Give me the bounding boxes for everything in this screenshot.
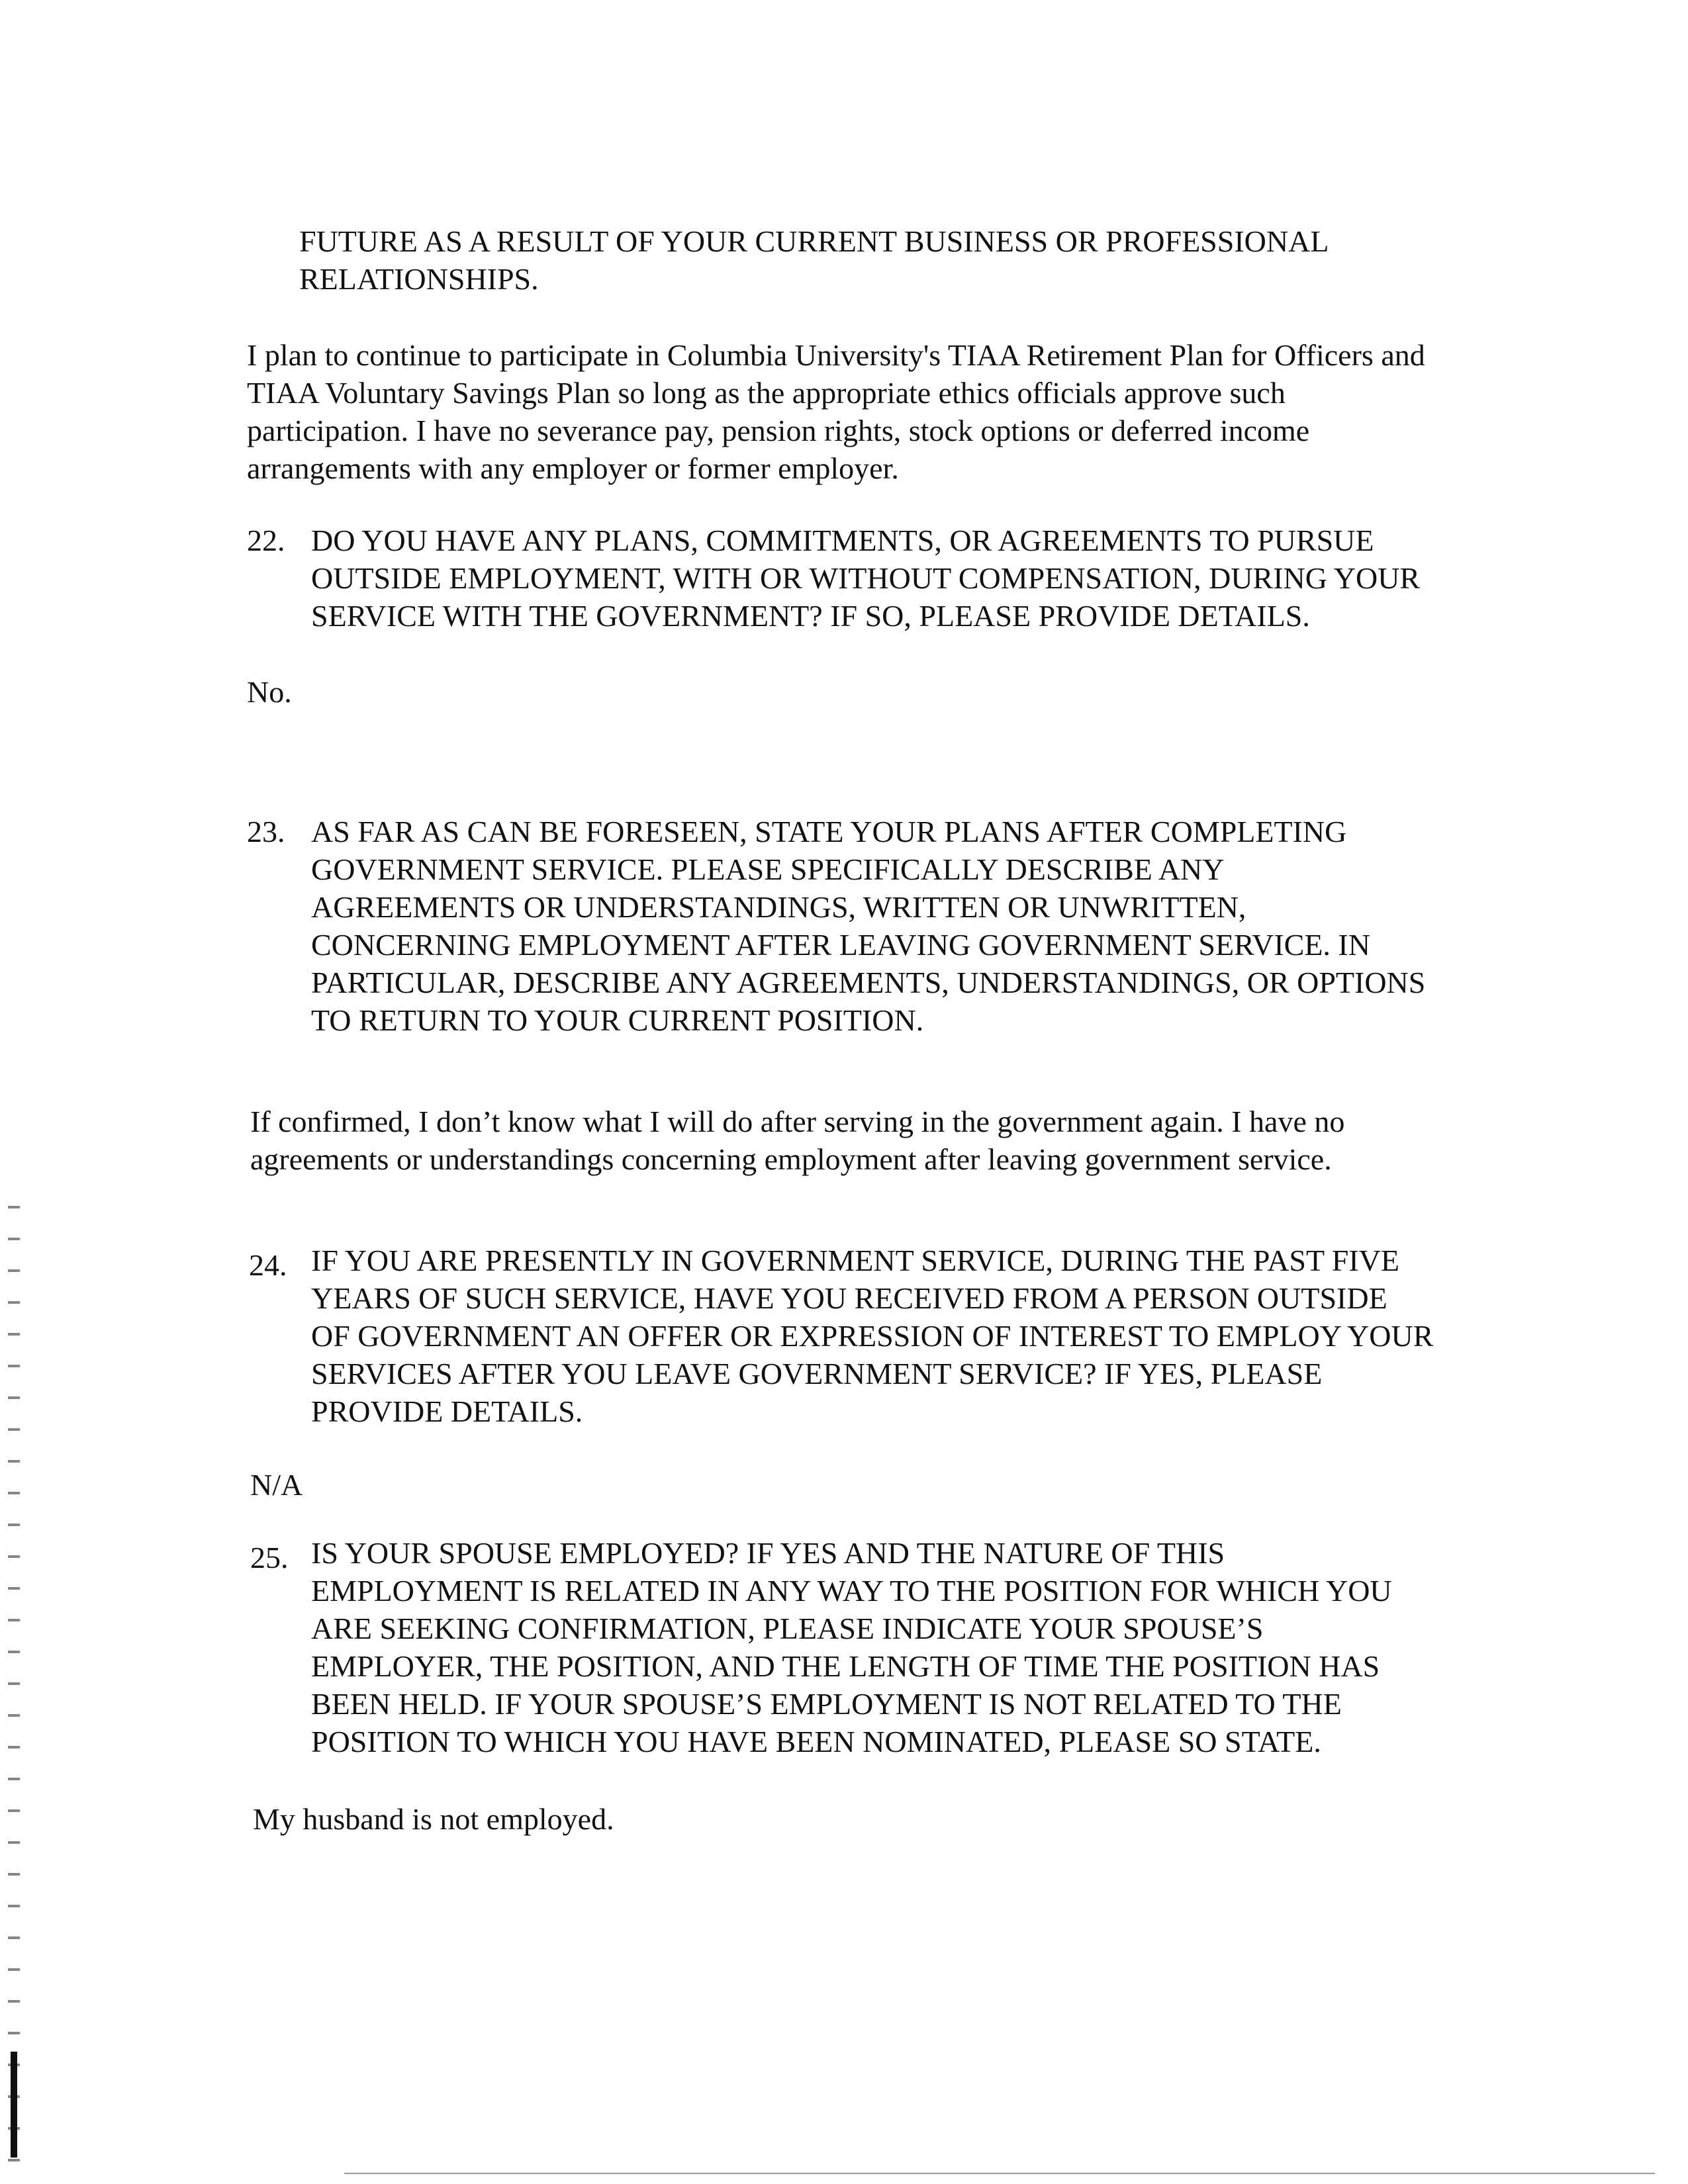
scan-edge-marks: [8, 1191, 20, 2171]
question-25-number: 25.: [250, 1541, 289, 1574]
question-23-line-2: GOVERNMENT SERVICE. PLEASE SPECIFICALLY DESCRIBE ANY: [311, 852, 1225, 886]
question-22-line-3: SERVICE WITH THE GOVERNMENT? IF SO, PLEASE PROVIDE DETAILS.: [311, 599, 1310, 633]
question-24-line-5: PROVIDE DETAILS.: [311, 1394, 583, 1428]
question-23-text: [311, 813, 1425, 1039]
question-23-line-5: PARTICULAR, DESCRIBE ANY AGREEMENTS, UNDERSTANDINGS, OR OPTIONS: [311, 966, 1426, 999]
question-23-line-4: CONCERNING EMPLOYMENT AFTER LEAVING GOVERNMENT SERVICE. IN: [311, 928, 1370, 962]
question-24-number: 24.: [249, 1248, 287, 1282]
question-21-line-2: RELATIONSHIPS.: [299, 262, 539, 296]
question-25-line-2: EMPLOYMENT IS RELATED IN ANY WAY TO THE POSITION FOR WHICH YOU: [311, 1574, 1392, 1608]
answer-23: [250, 1103, 1344, 1178]
answer-21-line-1: I plan to continue to participate in Columbia University's TIAA Retirement Plan for Officers and: [247, 338, 1425, 372]
question-24-text: [311, 1242, 1433, 1430]
answer-21: [247, 336, 1425, 487]
question-22-line-2: OUTSIDE EMPLOYMENT, WITH OR WITHOUT COMPENSATION, DURING YOUR: [311, 561, 1421, 595]
question-24-line-4: SERVICES AFTER YOU LEAVE GOVERNMENT SERVICE? IF YES, PLEASE: [311, 1357, 1323, 1390]
question-24-line-3: OF GOVERNMENT AN OFFER OR EXPRESSION OF INTEREST TO EMPLOY YOUR: [311, 1319, 1434, 1353]
question-25-line-3: ARE SEEKING CONFIRMATION, PLEASE INDICATE YOUR SPOUSE’S: [311, 1612, 1264, 1645]
question-25-line-4: EMPLOYER, THE POSITION, AND THE LENGTH OF TIME THE POSITION HAS: [311, 1649, 1380, 1683]
question-24-line-2: YEARS OF SUCH SERVICE, HAVE YOU RECEIVED FROM A PERSON OUTSIDE: [311, 1281, 1387, 1315]
scan-edge-dark-mark: [11, 2052, 17, 2158]
question-23-number: 23.: [247, 815, 285, 848]
question-23-line-6: TO RETURN TO YOUR CURRENT POSITION.: [311, 1003, 924, 1037]
answer-22: No.: [247, 675, 292, 709]
question-24-line-1: IF YOU ARE PRESENTLY IN GOVERNMENT SERVICE, DURING THE PAST FIVE: [311, 1244, 1399, 1277]
answer-23-line-1: If confirmed, I don’t know what I will do after serving in the government again. I have no: [250, 1105, 1345, 1138]
answer-21-line-2: TIAA Voluntary Savings Plan so long as the appropriate ethics officials approve such: [247, 376, 1286, 410]
question-25-text: [311, 1534, 1392, 1760]
answer-23-line-2: agreements or understandings concerning employment after leaving government service.: [250, 1142, 1332, 1176]
answer-24: N/A: [250, 1468, 303, 1502]
question-21-continuation: [299, 222, 1329, 298]
question-25-line-6: POSITION TO WHICH YOU HAVE BEEN NOMINATED, PLEASE SO STATE.: [311, 1725, 1321, 1758]
question-23-line-3: AGREEMENTS OR UNDERSTANDINGS, WRITTEN OR UNWRITTEN,: [311, 890, 1246, 924]
question-22-number: 22.: [247, 523, 285, 557]
question-21-line-1: FUTURE AS A RESULT OF YOUR CURRENT BUSINESS OR PROFESSIONAL: [299, 224, 1329, 258]
question-25-line-5: BEEN HELD. IF YOUR SPOUSE’S EMPLOYMENT IS NOT RELATED TO THE: [311, 1687, 1342, 1721]
answer-25: My husband is not employed.: [253, 1802, 614, 1836]
question-23-line-1: AS FAR AS CAN BE FORESEEN, STATE YOUR PLANS AFTER COMPLETING: [311, 815, 1347, 848]
question-22-text: [311, 522, 1420, 635]
question-25-line-1: IS YOUR SPOUSE EMPLOYED? IF YES AND THE NATURE OF THIS: [311, 1536, 1225, 1570]
answer-21-line-4: arrangements with any employer or former employer.: [247, 451, 899, 485]
answer-21-line-3: participation. I have no severance pay, pension rights, stock options or deferred income: [247, 414, 1310, 447]
question-22-line-1: DO YOU HAVE ANY PLANS, COMMITMENTS, OR AGREEMENTS TO PURSUE: [311, 523, 1374, 557]
bottom-scan-line: [344, 2173, 1655, 2174]
